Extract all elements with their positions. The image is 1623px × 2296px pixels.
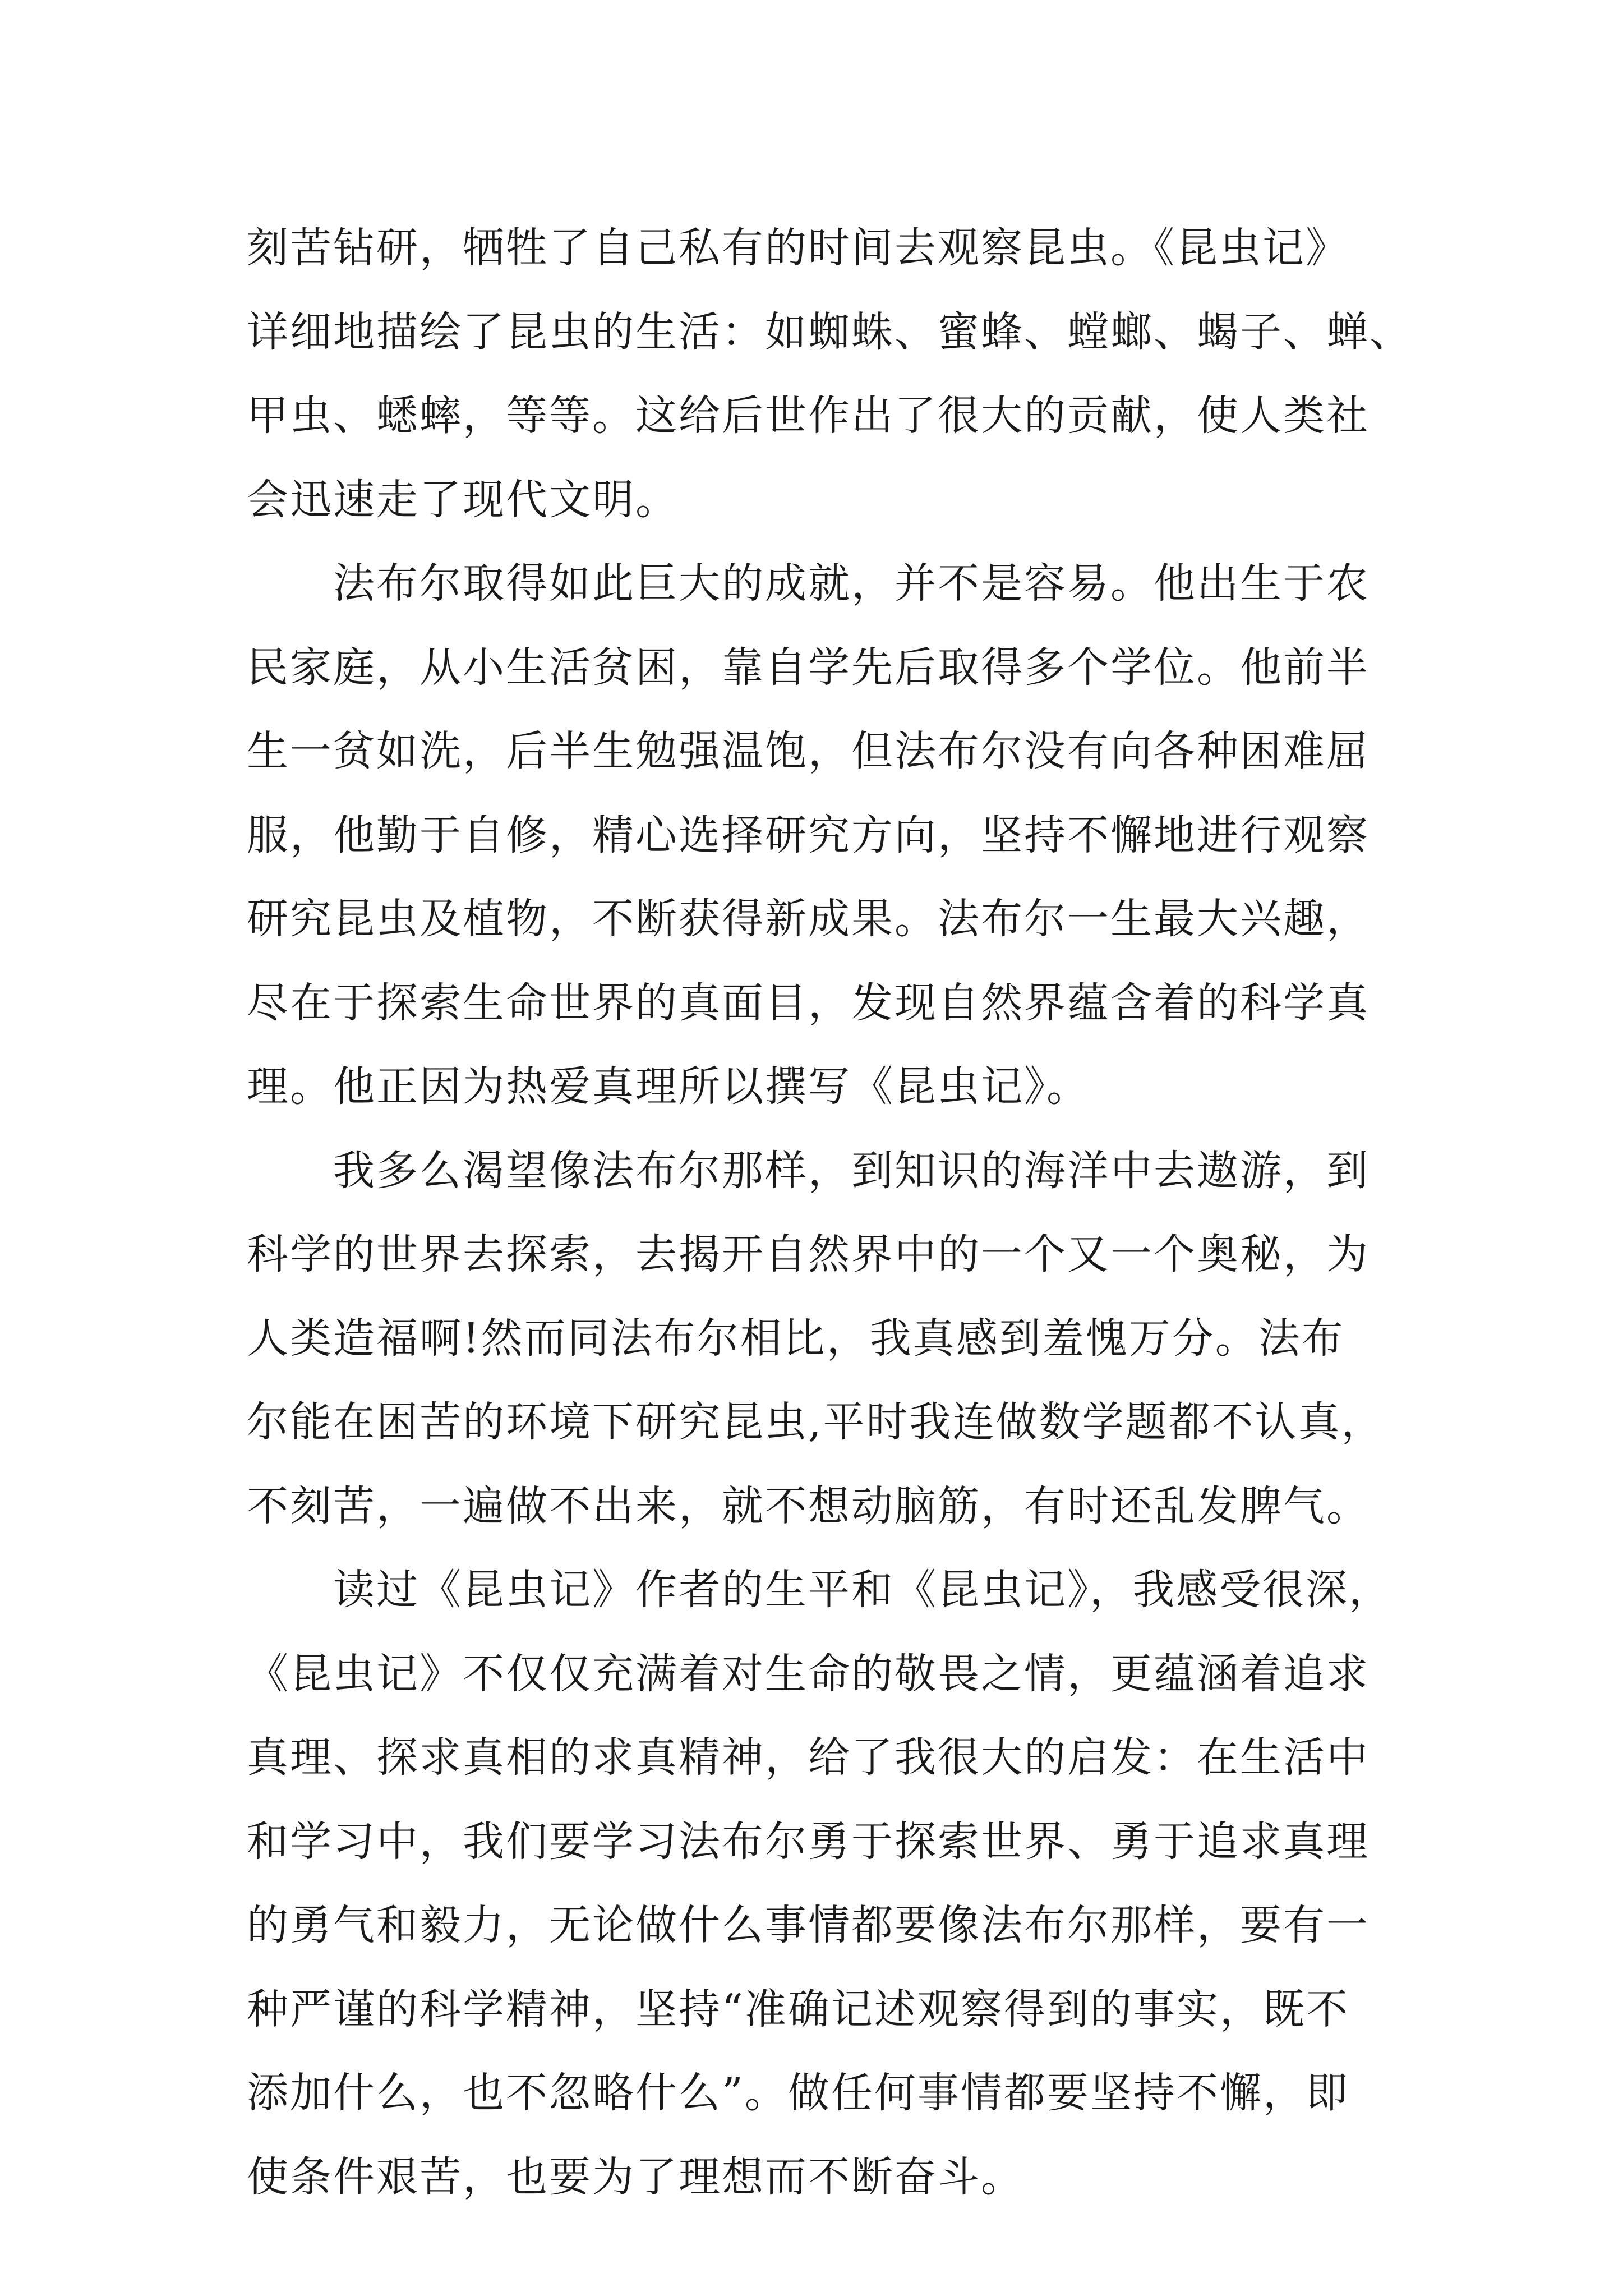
text-line: 刻苦钻研，牺牲了自己私有的时间去观察昆虫。《昆虫记》 <box>247 224 1349 272</box>
text-line: 读过《昆虫记》作者的生平和《昆虫记》，我感受很深， <box>247 1566 1392 1614</box>
text-line: 法布尔取得如此巨大的成就，并不是容易。他出生于农 <box>247 559 1370 608</box>
text-line: 民家庭，从小生活贫困，靠自学先后取得多个学位。他前半 <box>247 643 1370 692</box>
text-line: 人类造福啊!然而同法布尔相比，我真感到羞愧万分。法布 <box>247 1314 1345 1363</box>
text-line: 尽在于探索生命世界的真面目，发现自然界蕴含着的科学真 <box>247 978 1370 1027</box>
text-line: 《昆虫记》不仅仅充满着对生命的敬畏之情，更蕴涵着追求 <box>247 1649 1370 1698</box>
text-line: 真理、探求真相的求真精神，给了我很大的启发：在生活中 <box>247 1733 1370 1782</box>
text-line: 理。他正因为热爱真理所以撰写《昆虫记》。 <box>247 1062 1090 1111</box>
text-line: 科学的世界去探索，去揭开自然界中的一个又一个奥秘，为 <box>247 1230 1370 1278</box>
text-line: 添加什么，也不忽略什么”。做任何事情都要坚持不懈，即 <box>247 2069 1349 2117</box>
text-line: 种严谨的科学精神，坚持“准确记述观察得到的事实，既不 <box>247 1985 1349 2033</box>
text-line: 使条件艰苦，也要为了理想而不断奋斗。 <box>247 2152 1024 2201</box>
text-line: 服，他勤于自修，精心选择研究方向，坚持不懈地进行观察 <box>247 811 1370 859</box>
text-line: 我多么渴望像法布尔那样，到知识的海洋中去遨游，到 <box>247 1146 1370 1195</box>
text-line: 生一贫如洗，后半生勉强温饱，但法布尔没有向各种困难屈 <box>247 727 1370 775</box>
text-line: 甲虫、蟋蟀，等等。这给后世作出了很大的贡献，使人类社 <box>247 392 1370 440</box>
text-line: 不刻苦，一遍做不出来，就不想动脑筋，有时还乱发脾气。 <box>247 1481 1370 1530</box>
text-line: 和学习中，我们要学习法布尔勇于探索世界、勇于追求真理 <box>247 1817 1370 1866</box>
essay-body <box>247 206 1413 2219</box>
text-line: 尔能在困苦的环境下研究昆虫,平时我连做数学题都不认真， <box>247 1398 1385 1446</box>
text-line: 详细地描绘了昆虫的生活：如蜘蛛、蜜蜂、螳螂、蝎子、蝉、 <box>247 307 1413 356</box>
text-line: 的勇气和毅力，无论做什么事情都要像法布尔那样，要有一 <box>247 1901 1370 1949</box>
text-line: 会迅速走了现代文明。 <box>247 475 679 524</box>
text-line: 研究昆虫及植物，不断获得新成果。法布尔一生最大兴趣， <box>247 895 1370 943</box>
